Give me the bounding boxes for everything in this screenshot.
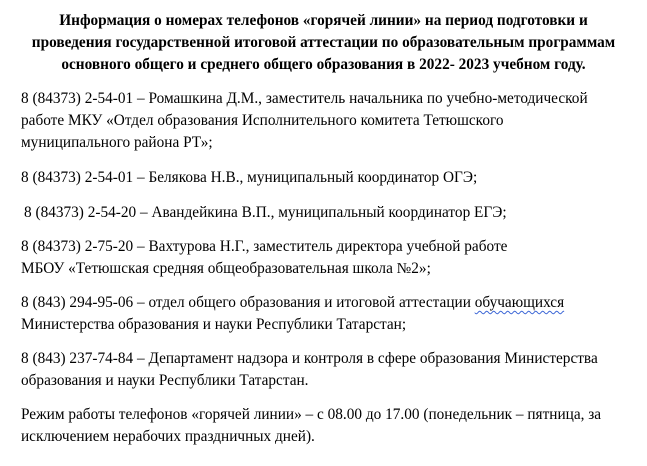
paragraph-line: 8 (84373) 2-54-01 – Белякова Н.В., муниципальный координатор ОГЭ; <box>21 169 478 186</box>
contact-paragraph-vakhturova <box>21 236 641 280</box>
paragraph-line: Министерства образования и науки Республики Татарстан; <box>21 316 407 333</box>
title-line: основного общего и среднего общего образования в 2022- 2023 учебном году. <box>61 56 586 73</box>
schedule-paragraph <box>21 404 641 448</box>
contact-paragraph-romashkina <box>21 88 641 154</box>
paragraph-line <box>21 292 641 314</box>
contact-paragraph-ministry-department <box>21 292 641 336</box>
paragraph-line: муниципального района РТ»; <box>21 134 213 151</box>
paragraph-line: МБОУ «Тетюшская средняя общеобразовательная школа №2»; <box>21 260 431 277</box>
spellcheck-flagged-word: обучающихся <box>474 294 565 311</box>
paragraph-line: образования и науки Республики Татарстан. <box>21 372 309 389</box>
paragraph-line: Режим работы телефонов «горячей линии» – с 08.00 до 17.00 (понедельник – пятница, за <box>21 406 602 423</box>
paragraph-line: 8 (843) 237-74-84 – Департамент надзора и контроля в сфере образования Министерства <box>21 350 598 367</box>
contact-paragraph-avandeykina <box>24 202 644 224</box>
paragraph-line: 8 (84373) 2-75-20 – Вахтурова Н.Г., заместитель директора учебной работе <box>21 238 508 255</box>
paragraph-text: 8 (843) 294-95-06 – отдел общего образования и итоговой аттестации <box>21 294 475 311</box>
paragraph-line: 8 (84373) 2-54-01 – Ромашкина Д.М., заместитель начальника по учебно-методической <box>21 90 588 107</box>
paragraph-line: 8 (84373) 2-54-20 – Авандейкина В.П., муниципальный координатор ЕГЭ; <box>24 204 507 221</box>
title-line: Информация о номерах телефонов «горячей линии» на период подготовки и <box>59 12 588 29</box>
document-title <box>10 10 637 76</box>
paragraph-line: исключением нерабочих праздничных дней). <box>21 428 315 445</box>
title-line: проведения государственной итоговой аттестации по образовательным программам <box>31 34 616 51</box>
contact-paragraph-supervision-department <box>21 348 641 392</box>
contact-paragraph-belyakova <box>21 167 641 189</box>
paragraph-line: работе МКУ «Отдел образования Исполнительного комитета Тетюшского <box>21 112 504 129</box>
